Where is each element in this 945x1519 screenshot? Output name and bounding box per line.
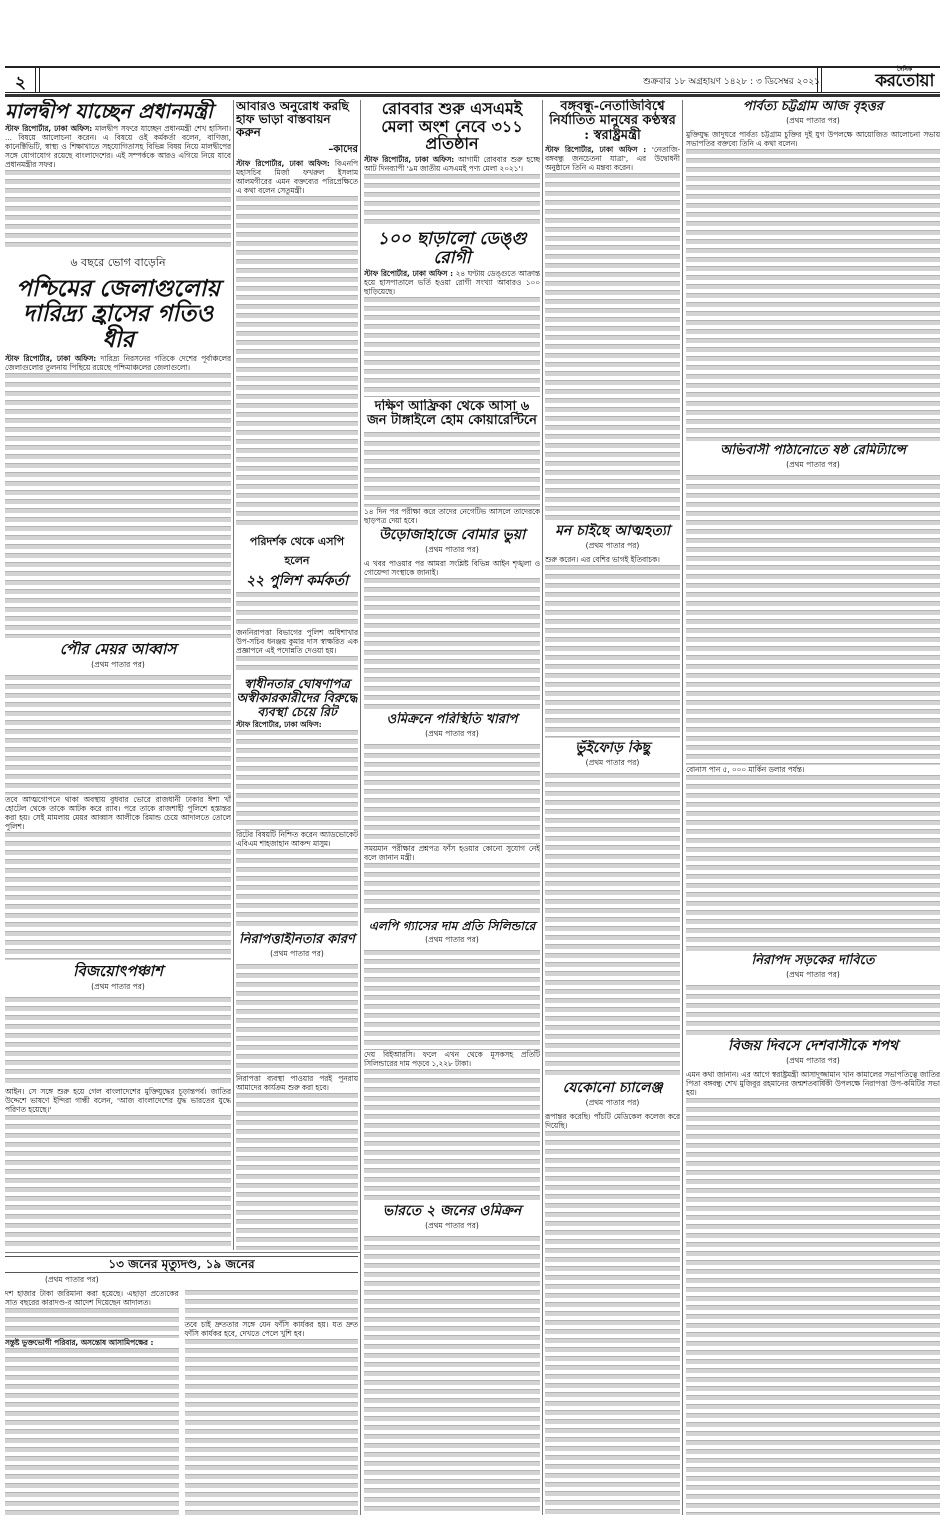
article-insecurity <box>236 932 358 1250</box>
headline: এলপি গ্যাসের দাম প্রতি সিলিন্ডারে <box>368 919 536 933</box>
headline: পৌর মেয়র আব্বাস <box>59 640 177 658</box>
article-india <box>364 1203 540 1515</box>
continued-label: (প্রথম পাতার পর) <box>45 1275 99 1285</box>
text-lines <box>545 1131 680 1515</box>
text-lines <box>236 730 358 830</box>
continued-label: (প্রথম পাতার পর) <box>786 460 840 470</box>
headline: বিজয় দিবসে দেশবাসীকে শপথ <box>728 1038 898 1054</box>
continued-label: (প্রথম পাতার পর) <box>786 970 840 980</box>
article-body: সময়মান পরীক্ষার প্রশ্নপত্র ফাঁস হওয়ার কোনো সুযোগ নেই বলে জানান মন্ত্রী। <box>364 844 540 863</box>
article-body: নিরাপত্তা ব্যবস্থা পাওয়ার পরই পুনরায় আমাদের কার্যক্রম শুরু করা হবে। <box>236 1074 358 1093</box>
column-rule <box>542 100 543 1515</box>
text-lines <box>545 773 680 1078</box>
headline: বিজয়োৎপঞ্চাশ <box>73 962 163 980</box>
subhead: সন্তুষ্ট ভুক্তভোগী পরিবার, অসন্তোষ আসামিপক্ষের : <box>5 1338 154 1348</box>
article-dengue <box>364 229 540 397</box>
text-lines <box>545 173 680 521</box>
article-bijoy50 <box>5 962 231 1250</box>
article-lpgas <box>364 919 540 1201</box>
article-body: দশ হাজার টাকা জরিমানা করা হয়েছে। এছাড়া প্রত্যেকের সাত বছরের কারাদণ্ড-র আদেশ দিয়েছেন আদালত। <box>5 1289 179 1308</box>
article-body: শুরু করেন। এর বেশির ভাগই ইতিবাচক। <box>545 555 660 565</box>
text-lines <box>185 1339 359 1517</box>
text-lines <box>364 297 540 397</box>
article-body: বোনাস পান ৫, ০০০ মার্কিন ডলার পর্যন্ত। <box>686 765 805 775</box>
article-body: রিটের বিষয়টি নিশ্চিত করেন অ্যাডভোকেট এবিএম শাহজাহান আকন্দ মাসুম। <box>236 830 358 849</box>
headline: ১০০ ছাড়ালো ডেঙ্গু রোগী <box>377 229 527 268</box>
article-body: স্টাফ রিপোর্টার, ঢাকা অফিস: বিএনপি মহাসচিব মির্জা ফখরুল ইসলাম আলমগীরের এমন বক্তব্যের পরিপ্রেক্ষিতে এ কথা বলেন সেতুমন্ত্রী। <box>236 158 358 195</box>
column-rule <box>360 100 361 1515</box>
article-body: স্টাফ রিপোর্টার, ঢাকা অফিস: মালদ্বীপ সফরে যাচ্ছেন প্রধানমন্ত্রী শেখ হাসিনা। ... বিষয়ে আলোচনা করেন। এ বিষয়ে ওই কর্মকর্তা বলেন, বাণিজ্য, কানেক্টিভিটি, স্বাস্থ্য ও শিক্ষাখাতে সহযোগিতাসহ বিভিন্ন বিষয় নিয়ে মালদ্বীপের সঙ্গে যোগাযোগ রয়েছে বাংলাদেশের। এই সম্পর্ককে আরও এগিয়ে নিয়ে যাবে প্রধানমন্ত্রীর সফর। <box>5 124 231 169</box>
headline: দক্ষিণ আফ্রিকা থেকে আসা ৬ জন টাঙ্গাইলে হোম কোয়ারেন্টিনে <box>367 399 537 429</box>
article-bomb <box>364 527 540 710</box>
text-lines <box>5 1115 231 1251</box>
article-body: স্টাফ রিপোর্টার, ঢাকা অফিস: দারিদ্র্য নিরসনের গতিকে দেশের পূর্বাঞ্চলের জেলাগুলোর তুলনায় পিছিয়ে রয়েছে পশ্চিমাঞ্চলের জেলাগুলো। <box>5 353 231 372</box>
text-lines <box>5 170 231 249</box>
text-lines <box>5 832 231 961</box>
headline-top: পরিদর্শক থেকে এসপি হলেন <box>249 535 345 567</box>
text-lines <box>236 592 358 628</box>
continued-label: (প্রথম পাতার পর) <box>786 1056 840 1066</box>
article-body: দেয় বিইআরসি। ফলে এখন থেকে মূসকসহ প্রতিটি সিলিন্ডারের দাম পড়বে ১,২২৮ টাকা। <box>364 1050 540 1069</box>
article-body: স্টাফ রিপোর্টার, ঢাকা অফিস : ২৪ ঘণ্টায় ডেঙ্গুতে আক্রান্ত হয়ে হাসপাতালে ভর্তি হওয়া রোগী সংখ্যা আবারও ১০০ ছাড়িয়েছে। <box>364 269 540 297</box>
article-suicide <box>545 523 680 738</box>
column-rule <box>682 100 683 1515</box>
column-rule <box>233 100 234 1250</box>
kicker: ৬ বছরে ভোগ বাড়েনি <box>70 256 166 269</box>
continued-label: (প্রথম পাতার পর) <box>425 729 479 739</box>
headline: নিরাপদ সড়কের দাবিতে <box>751 953 875 968</box>
page-header <box>5 66 940 93</box>
continued-label: (প্রথম পাতার পর) <box>585 758 640 768</box>
headline: বঙ্গবন্ধু-নেতাজিবিশ্বে নির্যাতিত মানুষের কণ্ঠস্বর : স্বরাষ্ট্রমন্ত্রী <box>549 99 676 143</box>
headline: উড়োজাহাজে বোমার ভুয়া <box>378 527 526 543</box>
attribution: –কাদের <box>328 143 358 155</box>
text-lines <box>5 997 231 1087</box>
text-lines <box>236 849 358 930</box>
article-body: স্টাফ রিপোর্টার, ঢাকা অফিস: আগামী রোববার শুরু হচ্ছে আট দিনব্যাপী '৯ম জাতীয় এসএমই পণ্য মেলা ২০২১'। <box>364 154 540 173</box>
text-lines <box>364 744 540 844</box>
article-body: এ খবর পাওয়ার পর আমরা সংশ্লিষ্ট বিভিন্ন আইন শৃঙ্খলা ও গোয়েন্দা সংস্থাকে জানাই। <box>364 559 540 578</box>
header-date: শুক্রবার ১৮ অগ্রহায়ণ ১৪২৮ : ৩ ডিসেম্বর ২০২১ <box>643 77 820 87</box>
text-lines <box>364 432 540 507</box>
article-body: স্টাফ রিপোর্টার, ঢাকা অফিস: <box>236 720 322 730</box>
continued-label: (প্রথম পাতার পর) <box>91 981 145 991</box>
article-writ <box>236 676 358 930</box>
continued-label: (প্রথম পাতার পর) <box>425 545 479 555</box>
header-rule <box>5 94 940 97</box>
text-lines <box>5 1308 179 1338</box>
headline: ১৩ জনের মৃত্যুদণ্ড, ১৯ জনের <box>5 1256 358 1273</box>
article-body: রূপান্তর করেছি। পাঁচটি মেডিকেল কলেজ করে দিয়েছি। <box>545 1112 680 1131</box>
continued-label: (প্রথম পাতার পর) <box>585 1098 640 1108</box>
article-body: ১৪ দিন পর পরীক্ষা করে তাদের নেগেটিভ আসলে তাদেরকে ছাড়পত্র দেয়া হবে। <box>364 507 540 525</box>
text-lines <box>236 964 358 1074</box>
text-lines <box>364 863 540 917</box>
section-rule <box>5 1252 360 1253</box>
article-mushroom <box>545 740 680 1078</box>
text-lines <box>364 1069 540 1201</box>
newspaper-logo: দৈনিক করতোয়া <box>875 66 934 91</box>
article-sme <box>364 99 540 227</box>
article-maldives <box>5 99 231 249</box>
headline: মন চাইছে আত্মহত্যা <box>555 523 670 539</box>
article-mayor <box>5 640 231 960</box>
article-roadsafety <box>686 953 940 1036</box>
article-body: জননিরাপত্তা বিভাগের পুলিশ অধিশাখার উপ-সচিব ধনঞ্জয় কুমার দাস স্বাক্ষরিত এক প্রজ্ঞাপনে এই পদোন্নতি দেওয়া হয়। <box>236 628 358 656</box>
continued-label: (প্রথম পাতার পর) <box>91 659 145 669</box>
article-challenge <box>545 1080 680 1515</box>
headline: ভারতে ২ জনের ওমিক্রন <box>382 1203 522 1219</box>
text-lines <box>364 1236 540 1515</box>
headline: পার্বত্য চট্টগ্রাম আজ বৃহত্তর <box>742 99 884 114</box>
article-body: এমন কথা জানান। এর আগে স্বরাষ্ট্রমন্ত্রী আসাদুজ্জামান খান কামালের সভাপতিত্বে জাতির পিতা বঙ্গবন্ধু শেখ মুজিবুর রহমানের জন্মশতবার্ষিকী উপলক্ষে নিরাপত্তা উপ-কমিটির সভা হয়। <box>686 1070 940 1098</box>
article-omicron <box>364 712 540 917</box>
article-body: আইন। সে সঙ্গে শুরু হয়ে গেল বাংলাদেশের মুক্তিযুদ্ধের চূড়ান্তপর্ব। জাতির উদ্দেশে ভাষণে ইন্দিরা গান্ধী বলেন, 'আজ বাংলাদেশের যুদ্ধ ভারতের যুদ্ধে পরিণত হয়েছে।' <box>5 1086 231 1114</box>
text-lines <box>236 1093 358 1250</box>
article-body: তবে চাই দ্রুততার সঙ্গে যেন ফাঁসি কার্যকর হয়। যত দ্রুত ফাঁসি কার্যকর হবে, দেখতে পেলে খুশি হব। <box>184 1320 358 1339</box>
article-body: তবে আত্মগোপনে থাকা অবস্থায় বুধবার ভোরে রাজধানী ঢাকার ঈশা খাঁ হোটেল থেকে তাকে আটক করে র‍্যাব। পরে তাকে রাজশাহী পুলিশে হস্তান্তর করা হয়। সেই মামলায় মেয়র আব্বাস আলীকে রিমান্ড চেয়ে আদালতে তোলে পুলিশ। <box>5 794 231 831</box>
text-lines <box>545 565 680 738</box>
headline: নিরাপত্তাহীনতার কারণ <box>239 932 355 947</box>
continued-label: (প্রথম পাতার পর) <box>786 116 840 126</box>
text-lines <box>364 578 540 710</box>
article-verdict <box>5 1255 358 1517</box>
headline: ২২ পুলিশ কর্মকর্তা <box>245 573 349 589</box>
text-lines <box>5 1348 179 1517</box>
article-migrants <box>686 443 940 951</box>
article-bangabandhu <box>545 99 680 521</box>
text-lines <box>686 1098 940 1515</box>
text-lines <box>364 950 540 1050</box>
article-kader <box>236 99 358 529</box>
headline: স্বাধীনতার ঘোষণাপত্র অস্বীকারকারীদের বিরুদ্ধে ব্যবস্থা চেয়ে রিট <box>236 676 358 719</box>
text-lines <box>5 373 231 638</box>
continued-label: (প্রথম পাতার পর) <box>270 949 324 959</box>
text-lines <box>5 675 231 795</box>
header-divider <box>817 68 822 92</box>
headline: মালদ্বীপ যাচ্ছেন প্রধানমন্ত্রী <box>5 99 213 123</box>
continued-label: (প্রথম পাতার পর) <box>585 541 640 551</box>
article-body: স্টাফ রিপোর্টার, ঢাকা অফিস : 'নেতাজি-বঙ্গবন্ধু জনচেতনা যাত্রা', এর উদ্বোধনী অনুষ্ঠানে তিনি এ মন্তব্য করেন। <box>545 144 680 172</box>
article-southafrica <box>364 399 540 525</box>
headline: ভুঁইফোড় কিছু <box>575 740 650 756</box>
continued-label: (প্রথম পাতার পর) <box>425 1221 479 1231</box>
headline: অভিবাসী পাঠানোতে ষষ্ঠ রেমিট্যান্সে <box>720 443 906 458</box>
headline: ওমিক্রনে পরিস্থিতি খারাপ <box>386 712 518 727</box>
article-police <box>236 531 358 673</box>
text-lines <box>185 1290 359 1320</box>
text-lines <box>236 196 358 529</box>
headline: যেকোনো চ্যালেঞ্জ <box>562 1080 663 1096</box>
article-poverty <box>5 252 231 638</box>
text-lines <box>686 985 940 1036</box>
article-victoryday <box>686 1038 940 1515</box>
headline: আবারও অনুরোধ করছি হাফ ভাড়া বাস্তবায়ন করুন <box>236 99 349 140</box>
headline: পশ্চিমের জেলাগুলোয় দারিদ্র্য হ্রাসের গতিও ধীর <box>16 275 220 353</box>
text-lines <box>686 149 940 441</box>
text-lines <box>686 775 940 951</box>
continued-label: (প্রথম পাতার পর) <box>425 935 479 945</box>
text-lines <box>364 174 540 227</box>
text-lines <box>236 656 358 673</box>
article-body: মুক্তিযুদ্ধ জাদুঘরে পার্বত্য চট্টগ্রাম চুক্তির দুই যুগ উপলক্ষে আয়োজিত আলোচনা সভায় সভাপতির বক্তব্যে তিনি এ কথা বলেন। <box>686 130 940 149</box>
header-divider <box>35 68 40 92</box>
text-lines <box>686 475 940 765</box>
article-cht <box>686 99 940 441</box>
page-number: ২ <box>15 73 27 93</box>
headline: রোববার শুরু এসএমই মেলা অংশ নেবে ৩১১ প্রতিষ্ঠান <box>381 99 523 154</box>
